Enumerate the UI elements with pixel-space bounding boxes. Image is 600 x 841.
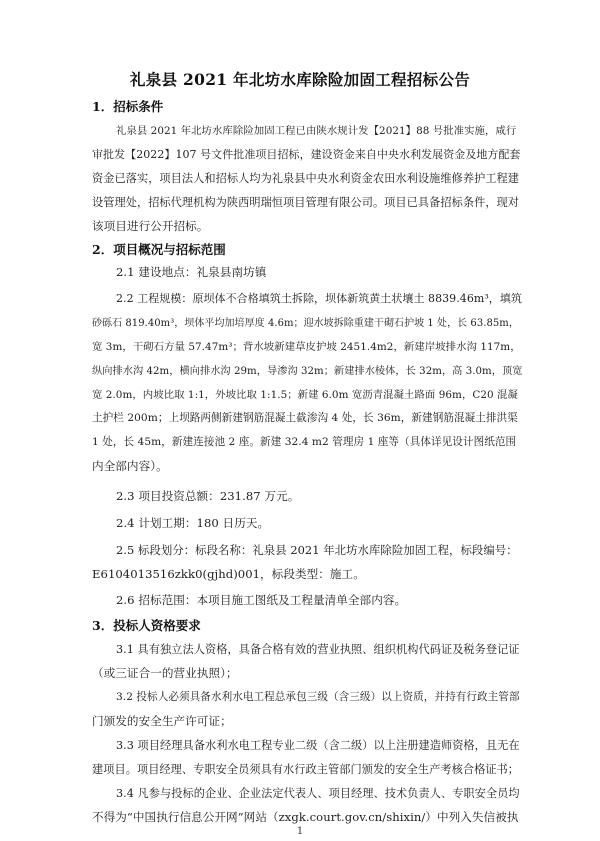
text-line: 3.3 项目经理具备水利水电工程专业二级（含二级）以上注册建造师资格，且无在 — [116, 739, 520, 752]
text-line: 设管理处，招标代理机构为陕西明瑞恒项目管理有限公司。项目已具备招标条件，现对 — [92, 196, 520, 209]
text-line: 宽 2.0m，内坡比取 1:1，外坡比取 1:1.5；新建 6.0m 宽沥青混凝土路面 96m，C20 混凝 — [92, 389, 518, 401]
text-line: 1 处，长 45m，新建连接池 2 座。新建 32.4 m2 管理房 1 座等（具体详见设计图纸范围 — [92, 436, 517, 448]
text-line: 砂砾石 819.40m³，坝体平均加培厚度 4.6m；迎水坡拆除重建干砌石护坡 1 处，长 63.85m， — [92, 318, 519, 329]
text-line: 2.3 项目投资总额：231.87 万元。 — [116, 489, 300, 503]
text-line: 门颁发的安全生产许可证； — [92, 714, 232, 728]
text-line: 资金已落实，项目法人和招标人均为礼泉县中央水利资金农田水利设施维修养护工程建 — [92, 172, 520, 185]
text-line: 不得为“中国执行信息公开网”网站（zxgk.court.gov.cn/shixin/）中列入失信被执 — [92, 810, 519, 824]
text-line: （或三证合一的营业执照）； — [92, 666, 238, 680]
section-heading-tender-conditions: 1．招标条件 — [92, 99, 164, 114]
text-line: 审批发【2022】107 号文件批准项目招标，建设资金来自中央水利发展资金及地方配套 — [92, 148, 521, 161]
text-line: 3.2 投标人必须具备水利水电工程总承包三级（含三级）以上资质，并持有行政主管部 — [116, 691, 520, 703]
text-line: 土护栏 200m；上坝路两侧新建钢筋混凝土截渗沟 4 处，长 36m，新建钢筋混凝土排洪渠 — [92, 412, 518, 424]
text-line: E6104013516zkk0(gjhd)001，标段类型：施工。 — [92, 567, 365, 581]
text-line: 2.2 工程规模：原坝体不合格填筑土拆除，坝体新筑黄土状壤土 8839.46m³，填筑 — [116, 292, 522, 305]
text-line: 2.5 标段划分：标段名称：礼泉县 2021 年北坊水库除险加固工程，标段编号： — [116, 543, 518, 557]
text-line: 宽 3m，干砌石方量 57.47m³；背水坡新建草皮护坡 2451.4m2，新建岸坡排水沟 117m， — [92, 341, 521, 353]
text-line: 内全部内容）。 — [92, 459, 168, 473]
text-line: 礼泉县 2021 年北坊水库除险加固工程已由陕水规计发【2021】88 号批准实施，咸行 — [116, 125, 517, 137]
text-line: 2.4 计划工期：180 日历天。 — [116, 516, 270, 530]
page-title: 礼泉县 2021 年北坊水库除险加固工程招标公告 — [129, 70, 471, 89]
page-number: 1 — [296, 826, 304, 837]
text-line: 纵向排水沟 42m，横向排水沟 29m，导渗沟 32m；新建排水棱体，长 32m，高 3.0m，顶宽 — [92, 366, 523, 377]
text-line: 3.1 具有独立法人资格，具备合格有效的营业执照、组织机构代码证及税务登记证 — [116, 643, 520, 656]
section-heading-bidder-qualifications: 3．投标人资格要求 — [92, 618, 201, 633]
text-line: 2.6 招标范围：本项目施工图纸及工程量清单全部内容。 — [116, 593, 407, 607]
text-line: 该项目进行公开招标。 — [92, 219, 209, 233]
text-line: 3.4 凡参与投标的企业、企业法定代表人、项目经理、技术负责人、专职安全员均 — [116, 787, 520, 800]
section-heading-project-overview: 2．项目概况与招标范围 — [92, 242, 226, 257]
text-line: 建项目。项目经理、专职安全员须具有水行政主管部门颁发的安全生产考核合格证书； — [92, 763, 520, 776]
text-line: 2.1 建设地点：礼泉县南坊镇 — [116, 265, 267, 279]
